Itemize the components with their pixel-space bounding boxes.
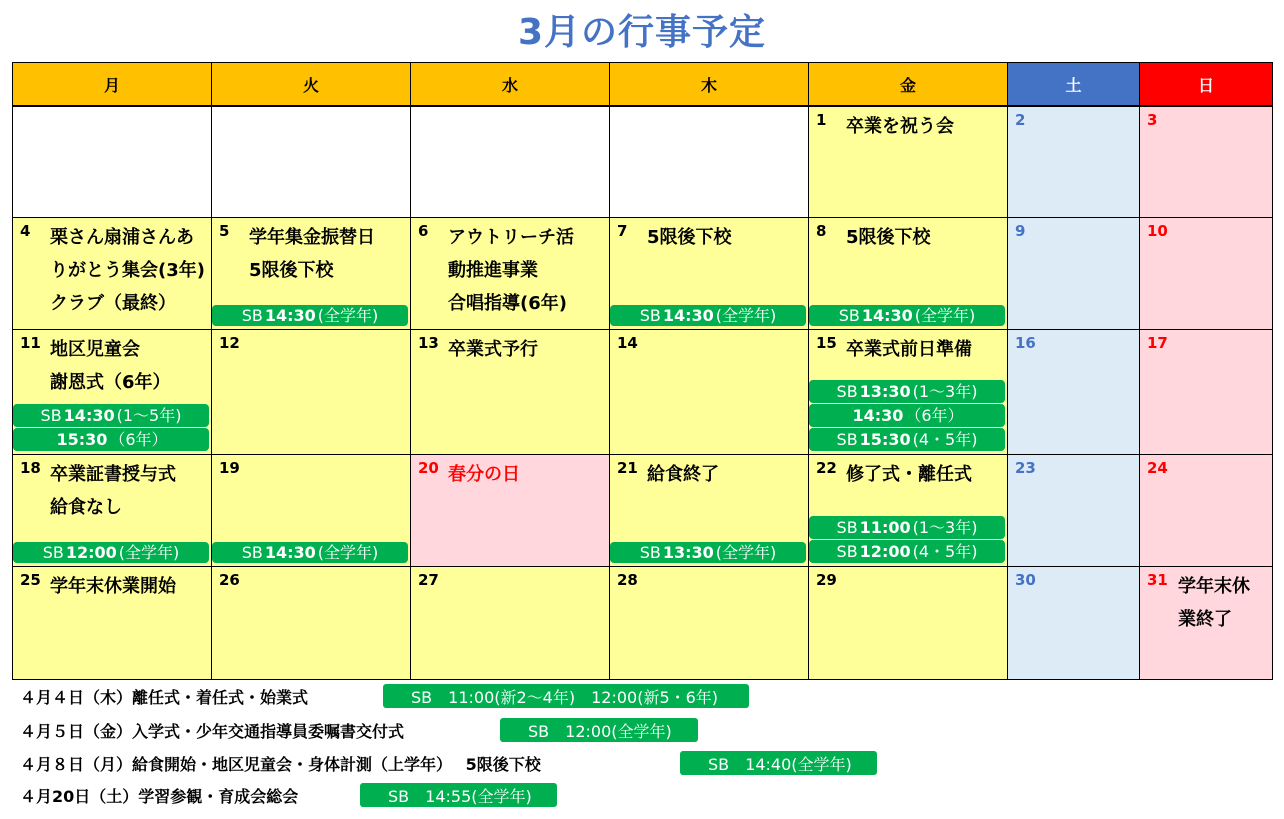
event-line: 学年末休業開始 (50, 576, 176, 597)
sb-time: 11:00 (859, 517, 911, 537)
event-line: アウトリーチ活 (448, 227, 574, 248)
event-line: りがとう集会(3年) (50, 260, 205, 281)
sb-time-bar (610, 305, 806, 326)
day-cell (1007, 106, 1140, 218)
day-cell (609, 217, 809, 330)
sb-prefix: SB (838, 305, 860, 325)
event-line: 卒業を祝う会 (846, 116, 954, 137)
weekday-header: 月 (12, 62, 212, 106)
day-cell (410, 106, 610, 218)
day-cell (12, 106, 212, 218)
sb-target: (4・5年) (912, 429, 978, 449)
event-text (448, 333, 538, 366)
event-text (647, 221, 732, 254)
day-number: 21 (617, 459, 638, 477)
weekday-header: 木 (609, 62, 809, 106)
day-cell (808, 566, 1008, 680)
day-number: 23 (1015, 459, 1036, 477)
sb-time: 14:30 (63, 405, 115, 425)
day-cell (808, 217, 1008, 330)
sb-time-bar (809, 380, 1005, 403)
page-title: 3月の行事予定 (517, 12, 767, 53)
sb-time: 15:30 (56, 429, 108, 449)
event-line: 給食なし (50, 497, 122, 518)
sb-prefix: SB (836, 541, 858, 561)
day-number: 15 (816, 334, 837, 352)
day-cell (211, 454, 411, 567)
event-text (846, 458, 972, 491)
weekday-header: 土 (1007, 62, 1140, 106)
sb-target: (4・5年) (912, 541, 978, 561)
sb-prefix: SB (639, 542, 661, 562)
day-cell (211, 217, 411, 330)
day-cell (211, 106, 411, 218)
day-cell (1007, 329, 1140, 455)
sb-target: (全学年) (317, 305, 379, 325)
day-cell (808, 454, 1008, 567)
event-text (846, 110, 954, 143)
event-line: クラブ（最終） (50, 293, 176, 314)
sb-prefix: SB (836, 429, 858, 449)
event-text (448, 458, 520, 491)
day-number: 28 (617, 571, 638, 589)
event-line: 修了式・離任式 (846, 464, 972, 485)
day-number: 2 (1015, 111, 1026, 129)
event-text (50, 570, 176, 603)
sb-time: 12:00 (65, 542, 117, 562)
sb-time-bar (13, 542, 209, 563)
day-cell (410, 329, 610, 455)
event-text (846, 333, 972, 366)
event-text (50, 221, 205, 320)
day-number: 10 (1147, 222, 1168, 240)
sb-time-bar (809, 540, 1005, 563)
sb-prefix: SB (639, 305, 661, 325)
sb-target: (全学年) (715, 542, 777, 562)
day-cell (211, 329, 411, 455)
day-cell (12, 454, 212, 567)
event-text (846, 221, 931, 254)
sb-prefix: SB (836, 381, 858, 401)
footer-event: ４月20日（土）学習参観・育成会総会 (20, 786, 299, 806)
day-number: 1 (816, 111, 827, 129)
event-text (50, 458, 176, 524)
event-text (1178, 570, 1250, 636)
sb-time: 13:30 (859, 381, 911, 401)
day-cell (609, 106, 809, 218)
sb-time-bar (809, 305, 1005, 326)
sb-target: (1～3年) (912, 517, 978, 537)
footer-event: ４月８日（月）給食開始・地区児童会・身体計測（上学年） 5限後下校 (20, 754, 541, 774)
day-number: 19 (219, 459, 240, 477)
day-number: 22 (816, 459, 837, 477)
day-number: 3 (1147, 111, 1158, 129)
day-number: 11 (20, 334, 41, 352)
sb-target: (1～5年) (116, 405, 182, 425)
day-cell (211, 566, 411, 680)
day-cell (1139, 454, 1273, 567)
sb-time: 12:00 (859, 541, 911, 561)
event-line: 卒業式前日準備 (846, 339, 972, 360)
footer-sb-bar: SB 11:00(新2～4年) 12:00(新5・6年) (383, 684, 749, 708)
day-number: 12 (219, 334, 240, 352)
sb-target: (全学年) (317, 542, 379, 562)
sb-time-bar (13, 404, 209, 427)
event-text (50, 333, 171, 399)
sb-time-bar (809, 428, 1005, 451)
footer-sb-bar: SB 14:40(全学年) (680, 751, 877, 775)
calendar-grid (12, 62, 1272, 679)
sb-time-bar (809, 516, 1005, 539)
day-cell (1139, 106, 1273, 218)
sb-prefix: SB (241, 542, 263, 562)
event-line: 謝恩式（6年） (50, 372, 171, 393)
day-cell (1139, 329, 1273, 455)
event-line: 地区児童会 (50, 339, 140, 360)
day-number: 4 (20, 222, 31, 240)
event-line: 学年末休 (1178, 576, 1250, 597)
event-line: 動推進事業 (448, 260, 538, 281)
day-number: 26 (219, 571, 240, 589)
day-cell (410, 454, 610, 567)
day-cell (1007, 217, 1140, 330)
weekday-header: 火 (211, 62, 411, 106)
sb-time: 14:30 (264, 542, 316, 562)
day-number: 27 (418, 571, 439, 589)
event-line: 業終了 (1178, 609, 1232, 630)
day-number: 25 (20, 571, 41, 589)
footer-event: ４月４日（木）離任式・着任式・始業式 (20, 687, 309, 707)
day-number: 31 (1147, 571, 1168, 589)
event-line: 給食終了 (647, 464, 719, 485)
day-cell (1007, 454, 1140, 567)
sb-target: (1～3年) (912, 381, 978, 401)
day-cell (1139, 217, 1273, 330)
day-cell (12, 329, 212, 455)
event-line: 合唱指導(6年) (448, 293, 567, 314)
sb-target: (全学年) (715, 305, 777, 325)
event-line: 栗さん扇浦さんあ (50, 227, 194, 248)
sb-time: 14:30 (852, 405, 904, 425)
event-line: 5限後下校 (249, 260, 334, 281)
sb-target: (全学年) (118, 542, 180, 562)
day-number: 7 (617, 222, 628, 240)
sb-time: 14:30 (662, 305, 714, 325)
day-cell (609, 454, 809, 567)
event-line: 卒業式予行 (448, 339, 538, 360)
footer-event: ４月５日（金）入学式・少年交通指導員委嘱書交付式 (20, 721, 405, 741)
sb-time: 13:30 (662, 542, 714, 562)
sb-target: （6年） (905, 405, 964, 425)
day-cell (12, 566, 212, 680)
day-number: 18 (20, 459, 41, 477)
weekday-header: 日 (1139, 62, 1273, 106)
sb-time-bar (610, 542, 806, 563)
day-number: 16 (1015, 334, 1036, 352)
event-line: 5限後下校 (647, 227, 732, 248)
sb-prefix: SB (836, 517, 858, 537)
day-cell (1139, 566, 1273, 680)
day-cell (410, 217, 610, 330)
day-cell (609, 329, 809, 455)
day-cell (1007, 566, 1140, 680)
day-number: 29 (816, 571, 837, 589)
day-cell (609, 566, 809, 680)
sb-prefix: SB (40, 405, 62, 425)
event-line: 卒業証書授与式 (50, 464, 176, 485)
event-line: 5限後下校 (846, 227, 931, 248)
weekday-header: 水 (410, 62, 610, 106)
sb-time: 14:30 (861, 305, 913, 325)
sb-time-bar (212, 542, 408, 563)
day-number: 6 (418, 222, 429, 240)
sb-prefix: SB (42, 542, 64, 562)
sb-target: （6年） (109, 429, 168, 449)
day-number: 13 (418, 334, 439, 352)
day-cell (410, 566, 610, 680)
day-cell (808, 106, 1008, 218)
day-number: 20 (418, 459, 439, 477)
event-text (647, 458, 719, 491)
sb-target: (全学年) (914, 305, 976, 325)
sb-time-bar (13, 428, 209, 451)
event-line: 春分の日 (448, 464, 520, 485)
day-number: 9 (1015, 222, 1026, 240)
weekday-header: 金 (808, 62, 1008, 106)
footer-sb-bar: SB 12:00(全学年) (500, 718, 698, 742)
sb-time: 14:30 (264, 305, 316, 325)
day-number: 5 (219, 222, 230, 240)
event-line: 学年集金振替日 (249, 227, 375, 248)
day-number: 24 (1147, 459, 1168, 477)
sb-time-bar (212, 305, 408, 326)
sb-time-bar (809, 404, 1005, 427)
sb-prefix: SB (241, 305, 263, 325)
day-cell (808, 329, 1008, 455)
sb-time: 15:30 (859, 429, 911, 449)
day-cell (12, 217, 212, 330)
day-number: 14 (617, 334, 638, 352)
footer-sb-bar: SB 14:55(全学年) (360, 783, 557, 807)
day-number: 17 (1147, 334, 1168, 352)
event-text (249, 221, 375, 287)
day-number: 8 (816, 222, 827, 240)
day-number: 30 (1015, 571, 1036, 589)
event-text (448, 221, 574, 320)
